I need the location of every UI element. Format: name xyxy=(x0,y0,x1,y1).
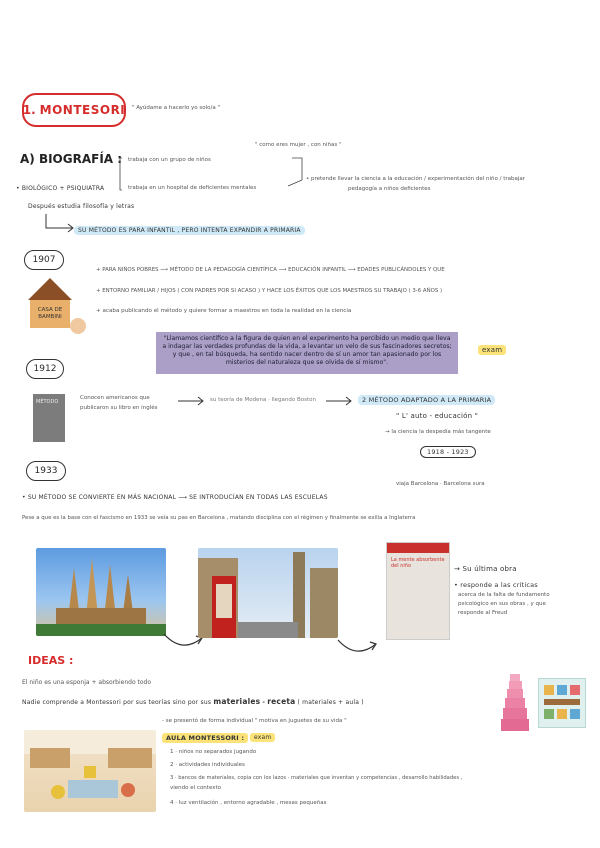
pink-tower xyxy=(500,674,530,734)
range-text: 1918 - 1923 xyxy=(427,448,469,456)
metodo-infantil: SU MÉTODO ES PARA INFANTIL , PERO INTENTA EXPANDIR A PRIMARIA xyxy=(74,226,305,235)
line2-materiales: materiales xyxy=(213,697,261,706)
aula-item-2: 2 · actividades individuales xyxy=(170,762,245,768)
auto-educacion: " L' auto - educación " xyxy=(396,412,479,420)
quote-mujer: " como eres mujer , con niñas " xyxy=(255,142,342,148)
middle-1912: su teoría de Modena · llegando Boston xyxy=(210,397,317,403)
viaja-line: viaja Barcelona · Barcelona sura xyxy=(396,481,485,487)
year-1912-text: 1912 xyxy=(33,364,57,374)
adapted-primaria: 2 MÉTODO ADAPTADO A LA PRIMARIA xyxy=(358,395,495,405)
presenta-line: - se presentó de forma individual " motiva en juguetes de su vida " xyxy=(162,718,347,724)
arrow-1912-b xyxy=(324,395,354,407)
materials-card xyxy=(538,678,586,728)
casa-bambini-icon xyxy=(28,278,72,328)
line2-receta: receta xyxy=(267,697,296,706)
line2-pre: Nadie comprende a Montessori por sus teorías sino por sus xyxy=(22,699,212,706)
ideas-line1: El niño es una esponja + absorbiendo todo xyxy=(22,679,152,686)
title-badge xyxy=(22,93,126,127)
year-1933 xyxy=(26,461,66,481)
responde-sub3: responde al Freud xyxy=(458,610,508,616)
ultima-obra: → Su última obra xyxy=(454,565,517,573)
responde-sub2: psicológico en sus obras , y que xyxy=(458,601,546,607)
pedagogia-line: pedagogía a niños deficientes xyxy=(348,186,431,192)
line-1912-2: publicaron su libro en inglés xyxy=(80,405,158,411)
book-cover-title: La mente absorbente del niño xyxy=(391,557,445,569)
biografia-heading: A) BIOGRAFÍA : xyxy=(20,152,123,166)
sagrada-familia-photo xyxy=(36,548,166,636)
trabajo-ninos: trabaja con un grupo de niños xyxy=(128,157,211,163)
aula-item-3: 3 · bancos de materiales, copia con los lazos · materiales que inventan y competencias , desarrollo habilidades , xyxy=(170,775,463,781)
casa-label: CASA DE BAMBINI xyxy=(37,306,63,320)
born-line: • BIOLÓGICO + PSIQUIATRA xyxy=(16,185,105,192)
title-quote: " Ayúdame a hacerlo yo solo/a " xyxy=(132,105,221,111)
aula-exam: exam xyxy=(250,733,275,742)
citation-text: "Llamamos científico a la figura de quien en el experimento ha percibido un medio que lleva a indagar las verdades profundas de la vida, a levantar un velo de sus fascinadores secretos; y que , en tal búsqueda, ha sentido nacer dentro de sí un amor tan apasionado por los misterios del naturaleza que se olvida de sí mismo". xyxy=(162,335,452,367)
bisagra-line: → la ciencia la despedía más tangente xyxy=(385,429,491,435)
hospital-line: trabaja en un hospital de deficientes mentales xyxy=(128,185,257,191)
year-1907-text: 1907 xyxy=(32,255,56,265)
citation-box xyxy=(156,332,458,374)
line-1912-1: Conocen americanos que xyxy=(80,395,150,401)
year-1912 xyxy=(26,359,64,379)
pretende-line: • pretende llevar la ciencia a la educación / experimentación del niño / trabajar xyxy=(306,176,526,182)
aula-item-3b: viendo el contexto xyxy=(170,785,222,791)
line2-dash: - xyxy=(262,699,266,706)
line-1907-1: + PARA NIÑOS POBRES ⟶ MÉTODO DE LA PEDAGOGÍA CIENTÍFICA ⟶ EDUCACIÓN INFANTIL ⟶ EDADES PUBLICÁNDOLES Y QUE xyxy=(96,267,445,273)
year-1907 xyxy=(24,250,64,270)
aula-item-1: 1 · niños no separados jugando xyxy=(170,749,257,755)
responde-sub1: acerca de la falta de fundamento xyxy=(458,592,550,598)
nacional-line: • SU MÉTODO SE CONVIERTE EN MÁS NACIONAL ⟶ SE INTRODUCÍAN EN TODAS LAS ESCUELAS xyxy=(22,494,328,501)
classroom-photo xyxy=(24,730,156,812)
book-metodo xyxy=(33,394,65,442)
title-name: MONTESORI xyxy=(39,103,126,117)
arrow-photos-b xyxy=(334,636,380,660)
range-badge xyxy=(420,446,476,458)
note-1933: Pese a que es la base con el fascismo en 1933 se veía su pas en Barcelona , matando disciplina con el régimen y finalmente se exilia a Inglaterra xyxy=(22,515,416,521)
line2-post: ( materiales + aula ) xyxy=(297,699,364,706)
ideas-heading: IDEAS : xyxy=(28,654,74,667)
line-1907-2: + ENTORNO FAMILIAR / HIJOS ( CON PADRES POR SI ACASO ) Y HACE LOS ÉXITOS QUE LOS MAESTROS SU TRABAJO ( 3-6 AÑOS ) xyxy=(96,288,443,294)
aula-item-4: 4 · luz ventilación , entorno agradable , mesas pequeñas xyxy=(170,800,327,806)
book-label: MÉTODO xyxy=(36,399,59,405)
responde-criticas: • responde a las críticas xyxy=(454,581,538,589)
line-1907-3: + acaba publicando el método y quiere formar a maestros en toda la realidad en la ciencia xyxy=(96,308,352,314)
despues-line: Después estudia filosofía y letras xyxy=(28,203,135,210)
london-photo xyxy=(198,548,338,638)
book-mente-absorbente xyxy=(386,542,450,640)
year-1933-text: 1933 xyxy=(34,466,58,476)
arrow-1912-a xyxy=(176,395,206,407)
aula-label: AULA MONTESSORI : xyxy=(162,733,248,743)
title-number: 1. xyxy=(22,103,36,117)
child-icon xyxy=(70,318,86,334)
exam-badge-1907: exam xyxy=(478,345,506,355)
ideas-line2 xyxy=(22,697,364,706)
